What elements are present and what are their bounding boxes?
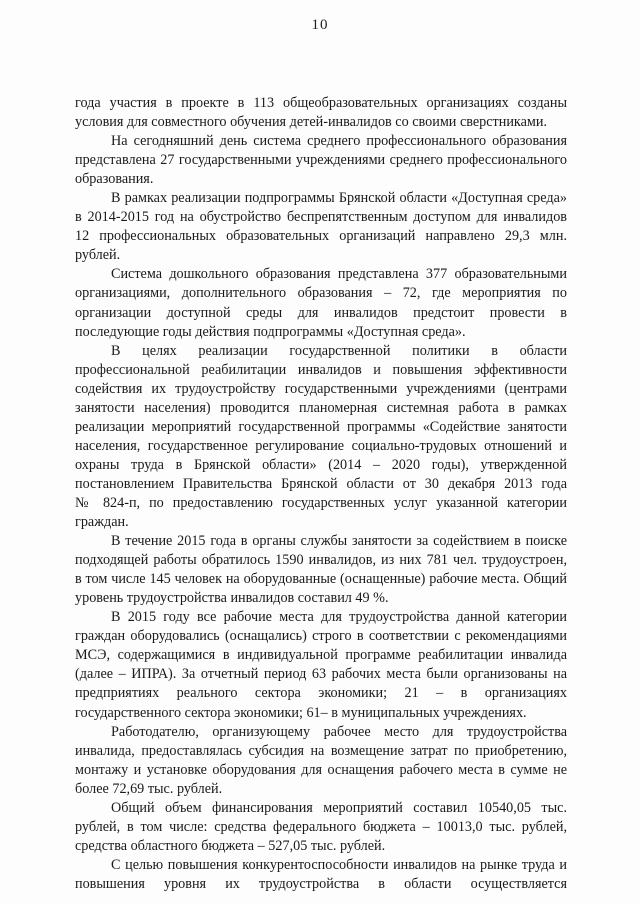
text-line: последующие годы действия подпрограммы «Доступная среда». bbox=[75, 323, 466, 340]
text-line: граждан. bbox=[75, 514, 129, 531]
text-line: повышения уровня их трудоустройства в области осуществляется bbox=[75, 875, 567, 892]
text-line: более 72,69 тыс. рублей. bbox=[75, 780, 223, 797]
text-line: реализации мероприятий государственной программы «Содействие занятости bbox=[75, 418, 567, 435]
text-line: рублей, в том числе: средства федерального бюджета – 10013,0 тыс. рублей, bbox=[75, 818, 567, 835]
text-line: В 2015 году все рабочие места для трудоустройства данной категории bbox=[111, 609, 567, 626]
text-line: 12 профессиональных образовательных организаций направлено 29,3 млн. bbox=[75, 228, 567, 245]
text-line: образования. bbox=[75, 171, 154, 188]
text-line: организациями, дополнительного образования – 72, где мероприятия по bbox=[75, 285, 567, 302]
text-line: (далее – ИПРА). За отчетный период 63 рабочих места были организованы на bbox=[75, 666, 567, 683]
text-line: содействия их трудоустройству государственными учреждениями (центрами bbox=[75, 380, 567, 397]
text-line: № 824-п, по предоставлению государственных услуг указанной категории bbox=[75, 494, 567, 511]
page-number: 10 bbox=[311, 17, 329, 33]
text-line: монтажу и установке оборудования для оснащения рабочего места в сумме не bbox=[75, 761, 567, 778]
text-line: граждан оборудовались (оснащались) строго в соответствии с рекомендациями bbox=[75, 628, 567, 645]
text-line: В рамках реализации подпрограммы Брянской области «Доступная среда» bbox=[111, 190, 567, 207]
text-line: рублей. bbox=[75, 247, 121, 264]
text-line: В течение 2015 года в органы службы занятости за содействием в поиске bbox=[111, 533, 567, 550]
text-line: В целях реализации государственной политики в области bbox=[111, 342, 567, 359]
text-line: условия для совместного обучения детей-инвалидов со своими сверстниками. bbox=[75, 114, 548, 131]
text-line: уровень трудоустройства инвалидов составил 49 %. bbox=[75, 590, 389, 607]
text-line: средства областного бюджета – 527,05 тыс. рублей. bbox=[75, 837, 386, 854]
text-line: охраны труда в Брянской области» (2014 – 2020 годы), утвержденной bbox=[75, 456, 567, 473]
text-line: инвалида, предоставлялась субсидия на возмещение затрат по приобретению, bbox=[75, 742, 567, 759]
text-line: представлена 27 государственными учреждениями среднего профессионального bbox=[75, 152, 567, 169]
text-line: Работодателю, организующему рабочее место для трудоустройства bbox=[111, 723, 567, 740]
text-line: организации доступной среды для инвалидов предстоит провести в bbox=[75, 304, 567, 321]
text-line: Общий объем финансирования мероприятий составил 10540,05 тыс. bbox=[111, 799, 567, 816]
text-line: государственного сектора экономики; 61– в муниципальных учреждениях. bbox=[75, 704, 527, 721]
text-line: населения, государственное регулирование социально-трудовых отношений и bbox=[75, 437, 567, 454]
text-line: Система дошкольного образования представлена 377 образовательными bbox=[111, 266, 567, 283]
text-line: профессиональной реабилитации инвалидов и повышения эффективности bbox=[75, 361, 567, 378]
text-line: занятости населения) проводится планомерная системная работа в рамках bbox=[75, 399, 567, 416]
text-line: постановлением Правительства Брянской области от 30 декабря 2013 года bbox=[75, 475, 567, 492]
text-line: МСЭ, содержащимися в индивидуальной программе реабилитации инвалида bbox=[75, 647, 567, 664]
text-line: С целью повышения конкурентоспособности инвалидов на рынке труда и bbox=[111, 856, 567, 873]
text-line: предприятиях реального сектора экономики; 21 – в организациях bbox=[75, 685, 567, 702]
text-line: в том числе 145 человек на оборудованные (оснащенные) рабочие места. Общий bbox=[75, 571, 567, 588]
text-line: в 2014-2015 год на обустройство беспрепятственным доступом для инвалидов bbox=[75, 209, 567, 226]
text-line: На сегодняшний день система среднего профессионального образования bbox=[111, 133, 567, 150]
text-line: года участия в проекте в 113 общеобразовательных организациях созданы bbox=[75, 95, 567, 111]
text-line: подходящей работы обратилось 1590 инвалидов, из них 781 чел. трудоустроен, bbox=[75, 552, 567, 569]
body-text bbox=[75, 94, 567, 894]
